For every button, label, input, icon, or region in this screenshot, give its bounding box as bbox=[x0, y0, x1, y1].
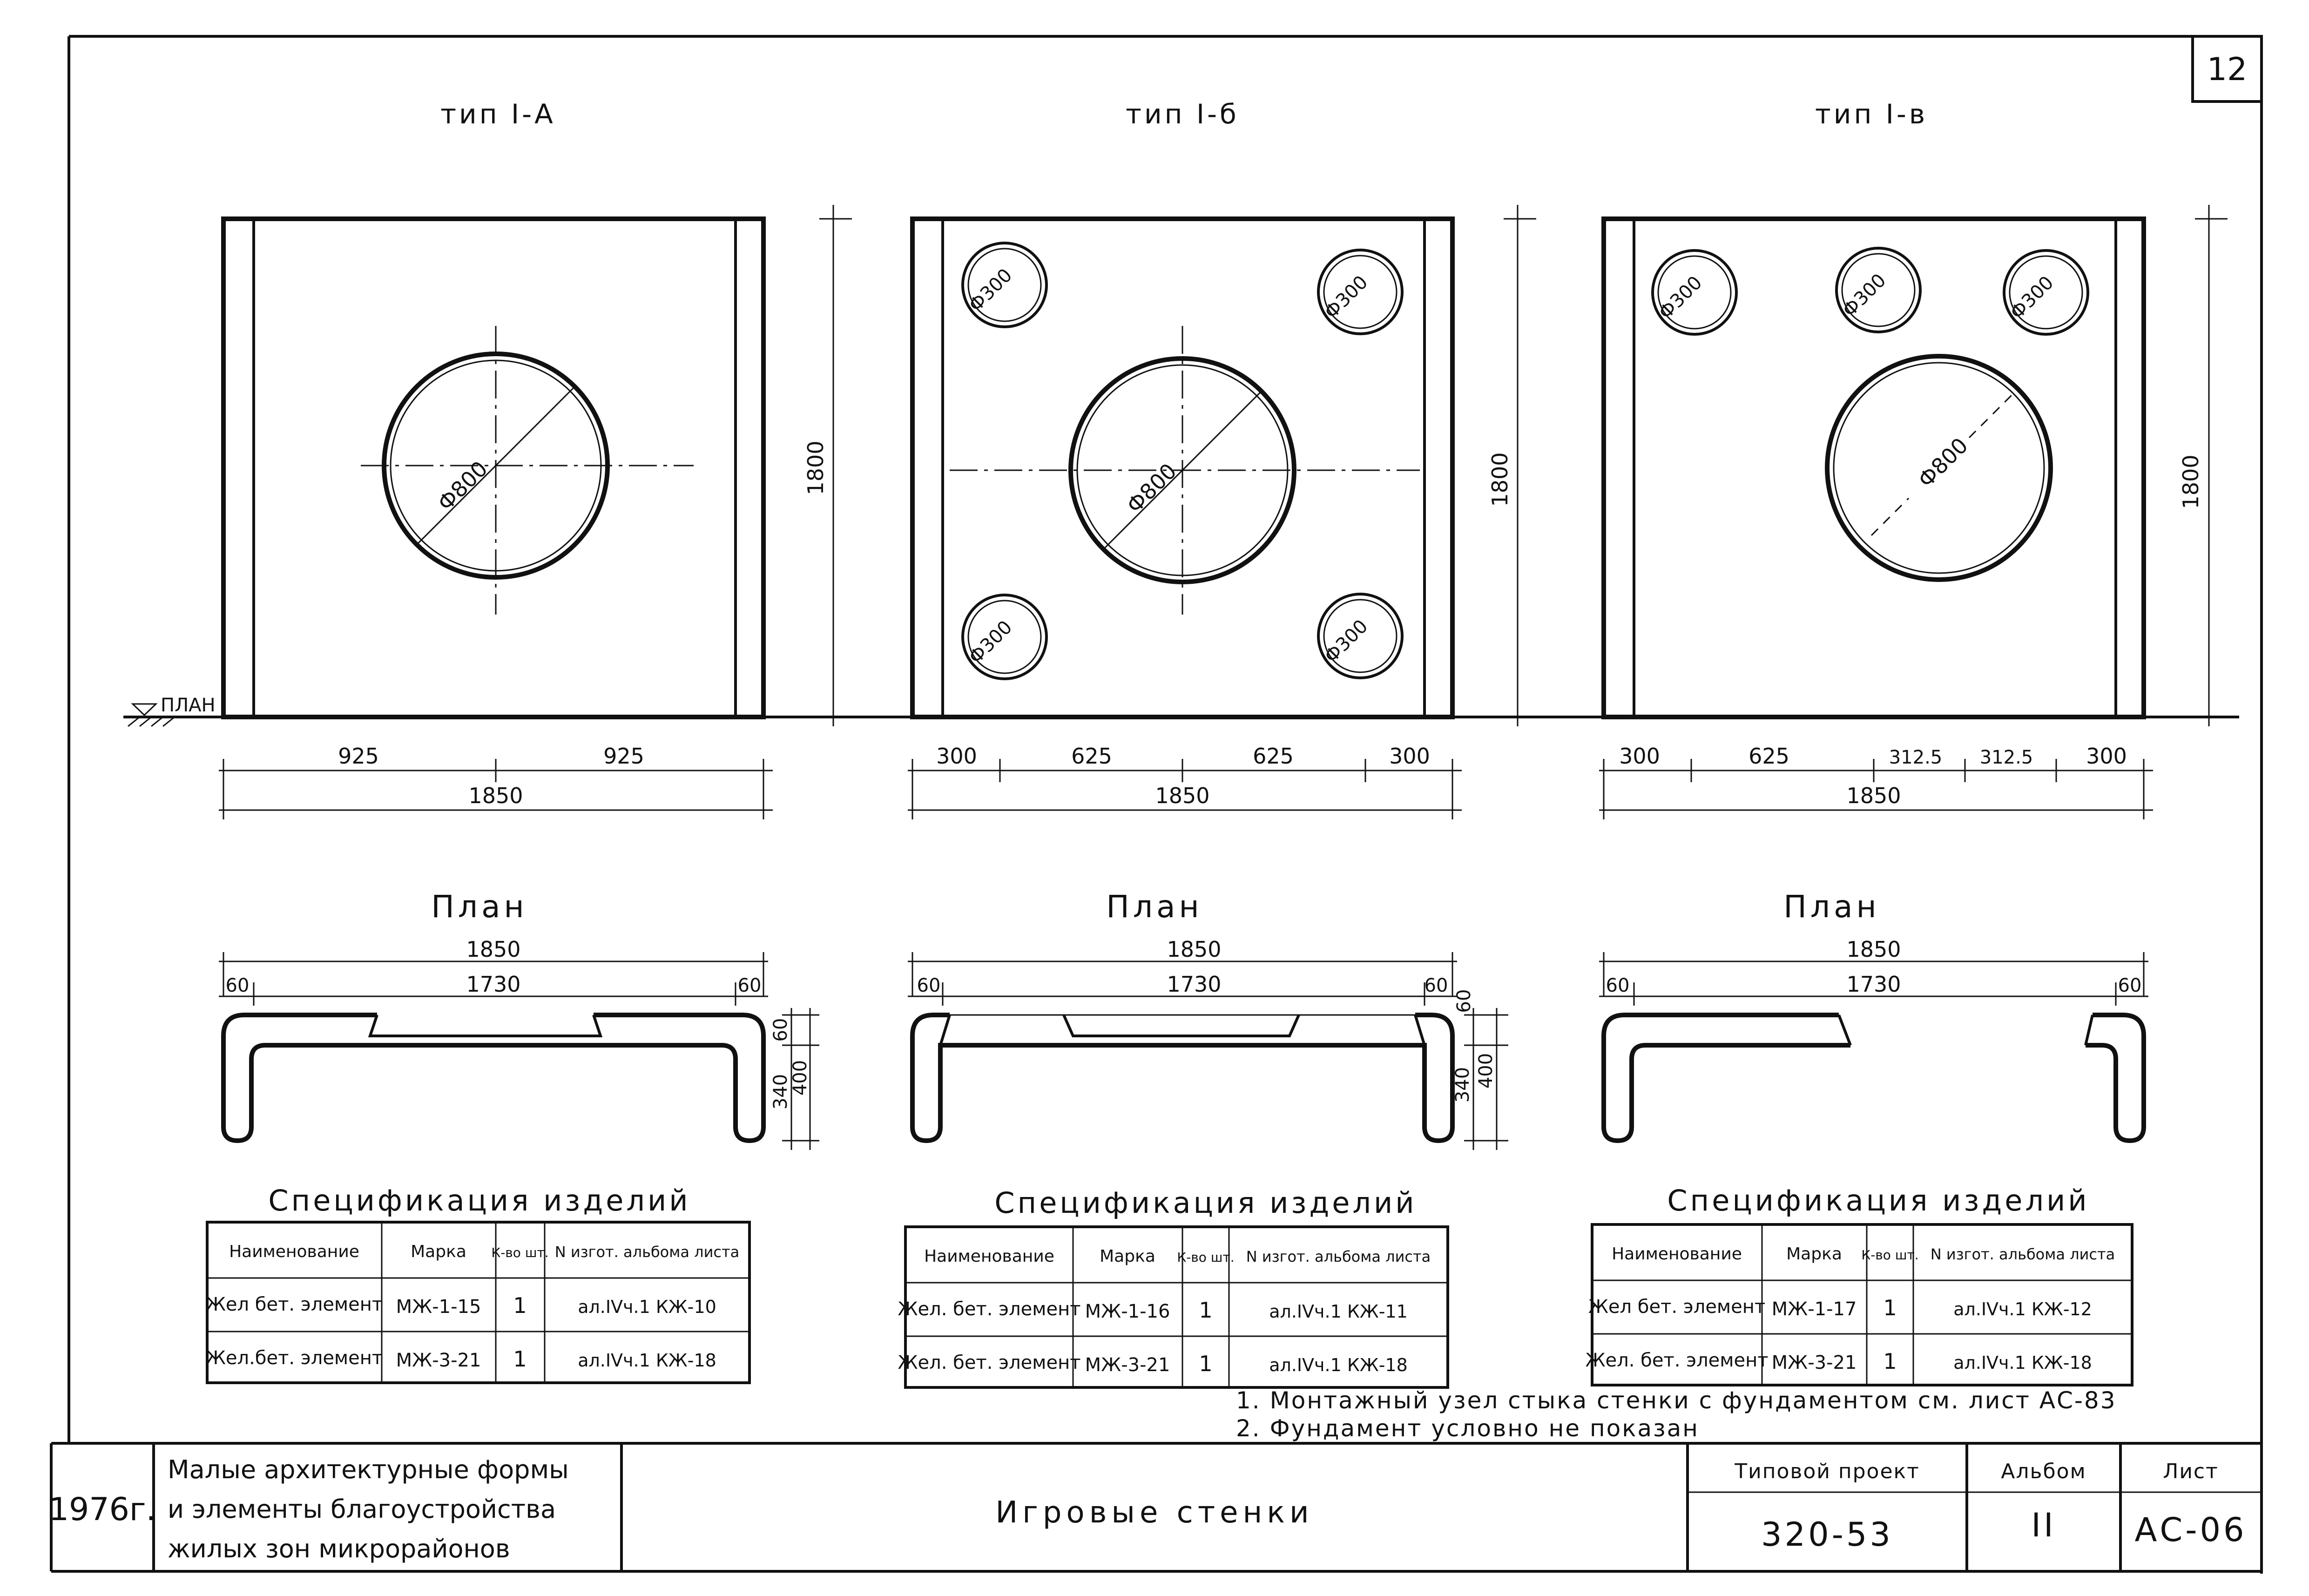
hole-800-label: Ф800 bbox=[432, 456, 493, 516]
plan-title: План bbox=[1106, 889, 1203, 925]
spec-row2-qty: 1 bbox=[513, 1346, 527, 1372]
type-1v-total: 1850 bbox=[1846, 783, 1901, 808]
hole-300-label: Ф300 bbox=[1654, 272, 1707, 324]
notes bbox=[1236, 1387, 2117, 1442]
type-1a-total: 1850 bbox=[468, 783, 523, 808]
spec-row2-mark: МЖ-3-21 bbox=[1771, 1352, 1857, 1373]
description-line-3: жилых зон микрорайонов bbox=[168, 1534, 510, 1563]
spec-row1-ref: ал.IVч.1 КЖ-12 bbox=[1953, 1299, 2092, 1319]
spec-row2-qty: 1 bbox=[1883, 1349, 1897, 1374]
spec-row1-name: Жел. бет. элемент bbox=[898, 1298, 1081, 1320]
spec-row1-qty: 1 bbox=[513, 1293, 527, 1318]
type-1v-height: 1800 bbox=[2178, 454, 2203, 509]
plan-right: 60 bbox=[737, 975, 762, 996]
project-value: 320-53 bbox=[1761, 1515, 1893, 1554]
sheet-value: АС-06 bbox=[2134, 1511, 2247, 1549]
spec-header-name: Наименование bbox=[229, 1242, 359, 1261]
spec-table-1v bbox=[1585, 1183, 2132, 1385]
spec-header-mark: Марка bbox=[411, 1242, 466, 1261]
spec-row1-ref: ал.IVч.1 КЖ-10 bbox=[578, 1297, 716, 1317]
spec-row2-ref: ал.IVч.1 КЖ-18 bbox=[578, 1350, 716, 1371]
sheet-number-box bbox=[2193, 36, 2262, 101]
plan-dim-v1: 60 bbox=[770, 1018, 791, 1042]
spec-title: Спецификация изделий bbox=[994, 1186, 1417, 1220]
type-1b-dim-3: 625 bbox=[1253, 744, 1294, 769]
spec-row2-mark: МЖ-3-21 bbox=[1085, 1354, 1170, 1376]
spec-row1-mark: МЖ-1-17 bbox=[1771, 1298, 1857, 1320]
spec-row1-name: Жел бет. элемент bbox=[205, 1294, 383, 1315]
type-1v-dim-1: 300 bbox=[1619, 744, 1660, 769]
spec-header-qty: К-во шт. bbox=[1861, 1247, 1919, 1263]
spec-row2-ref: ал.IVч.1 КЖ-18 bbox=[1953, 1353, 2092, 1373]
spec-header-ref: N изгот. альбома листа bbox=[1930, 1245, 2115, 1263]
plan-left: 60 bbox=[1606, 975, 1630, 996]
project-label: Типовой проект bbox=[1735, 1460, 1920, 1483]
type-1v-title: тип I-в bbox=[1815, 98, 1928, 130]
type-1a-title: тип I-А bbox=[440, 98, 556, 130]
hole-300-label: Ф300 bbox=[965, 616, 1017, 669]
spec-header-ref: N изгот. альбома листа bbox=[1246, 1248, 1431, 1265]
plan-total: 1850 bbox=[466, 937, 521, 962]
type-1a-dim-2: 925 bbox=[603, 744, 644, 769]
plan-left: 60 bbox=[225, 975, 250, 996]
plan-dim-v2: 340 bbox=[770, 1074, 791, 1110]
type-1v-plan bbox=[1599, 889, 2148, 1141]
spec-header-mark: Марка bbox=[1786, 1244, 1842, 1264]
type-1v-dim-4: 312.5 bbox=[1979, 747, 2033, 768]
spec-header-qty: К-во шт. bbox=[491, 1245, 549, 1260]
type-1b-elevation bbox=[866, 98, 1546, 819]
spec-header-qty: К-во шт. bbox=[1177, 1250, 1235, 1265]
type-1b-dim-2: 625 bbox=[1071, 744, 1112, 769]
title-block bbox=[49, 1443, 2262, 1571]
spec-header-name: Наименование bbox=[924, 1247, 1054, 1266]
plan-dim-v1: 60 bbox=[1453, 989, 1475, 1013]
type-1a-elevation bbox=[123, 98, 866, 819]
spec-row1-mark: МЖ-1-16 bbox=[1085, 1301, 1170, 1322]
spec-row2-name: Жел.бет. элемент bbox=[205, 1347, 383, 1369]
plan-inner: 1730 bbox=[1846, 972, 1901, 997]
hole-300-label: Ф300 bbox=[2006, 272, 2058, 324]
type-1a-dim-1: 925 bbox=[338, 744, 379, 769]
spec-row1-qty: 1 bbox=[1883, 1295, 1897, 1320]
sheet-number: 12 bbox=[2207, 51, 2248, 88]
hole-300-label: Ф300 bbox=[1838, 270, 1890, 322]
type-1b-dim-1: 300 bbox=[936, 744, 977, 769]
hole-800-label: Ф800 bbox=[1121, 458, 1182, 518]
type-1b-height: 1800 bbox=[1487, 452, 1512, 507]
album-value: II bbox=[2031, 1506, 2056, 1544]
spec-header-mark: Марка bbox=[1100, 1247, 1155, 1266]
type-1b-title: тип I-б bbox=[1126, 98, 1239, 130]
type-1v-dim-2: 625 bbox=[1749, 744, 1789, 769]
sheet-label: Лист bbox=[2163, 1460, 2219, 1483]
spec-row1-name: Жел бет. элемент bbox=[1588, 1296, 1766, 1318]
hole-300-label: Ф300 bbox=[1320, 615, 1372, 668]
type-1v-dim-5: 300 bbox=[2086, 744, 2127, 769]
spec-row1-mark: МЖ-1-15 bbox=[396, 1296, 481, 1318]
plan-total: 1850 bbox=[1846, 937, 1901, 962]
spec-row1-qty: 1 bbox=[1199, 1298, 1213, 1323]
drawing-title: Игровые стенки bbox=[995, 1495, 1314, 1530]
plan-dim-v3: 400 bbox=[1475, 1053, 1497, 1089]
spec-title: Спецификация изделий bbox=[268, 1183, 691, 1217]
type-1b-total: 1850 bbox=[1155, 783, 1210, 808]
plan-inner: 1730 bbox=[1167, 972, 1222, 997]
type-1a-height: 1800 bbox=[803, 440, 828, 495]
plan-title: План bbox=[431, 889, 528, 925]
plan-total: 1850 bbox=[1167, 937, 1222, 962]
plan-right: 60 bbox=[2118, 975, 2142, 996]
year: 1976г. bbox=[48, 1491, 156, 1528]
ground-label: ПЛАН bbox=[161, 695, 216, 716]
spec-row2-qty: 1 bbox=[1199, 1351, 1213, 1376]
album-label: Альбом bbox=[2001, 1460, 2086, 1483]
plan-inner: 1730 bbox=[466, 972, 521, 997]
spec-title: Спецификация изделий bbox=[1667, 1183, 2090, 1217]
type-1b-dim-4: 300 bbox=[1389, 744, 1430, 769]
spec-row2-mark: МЖ-3-21 bbox=[396, 1350, 481, 1371]
spec-header-name: Наименование bbox=[1612, 1244, 1742, 1264]
note-1: 1. Монтажный узел стыка стенки с фундаментом см. лист АС-83 bbox=[1236, 1387, 2117, 1414]
spec-row2-name: Жел. бет. элемент bbox=[1585, 1350, 1769, 1371]
type-1a-plan bbox=[219, 889, 819, 1150]
plan-title: План bbox=[1783, 889, 1880, 925]
type-1v-dim-3: 312.5 bbox=[1889, 747, 1943, 768]
spec-header-ref: N изгот. альбома листа bbox=[554, 1243, 740, 1261]
type-1b-plan bbox=[908, 889, 1508, 1150]
plan-right: 60 bbox=[1424, 975, 1448, 996]
plan-left: 60 bbox=[917, 975, 941, 996]
plan-dim-v2: 340 bbox=[1452, 1067, 1473, 1103]
hole-300-label: Ф300 bbox=[965, 264, 1017, 317]
description-line-1: Малые архитектурные формы bbox=[168, 1455, 569, 1484]
type-1v-elevation bbox=[1546, 98, 2239, 819]
spec-row2-name: Жел. бет. элемент bbox=[898, 1352, 1081, 1373]
spec-table-1b bbox=[898, 1186, 1448, 1387]
spec-row1-ref: ал.IVч.1 КЖ-11 bbox=[1269, 1301, 1408, 1322]
hole-300-label: Ф300 bbox=[1320, 271, 1372, 324]
spec-row2-ref: ал.IVч.1 КЖ-18 bbox=[1269, 1355, 1408, 1375]
hole-800-label: Ф800 bbox=[1913, 433, 1973, 493]
description-line-2: и элементы благоустройства bbox=[168, 1495, 556, 1524]
plan-dim-v3: 400 bbox=[790, 1060, 811, 1096]
note-2: 2. Фундамент условно не показан bbox=[1236, 1415, 1699, 1442]
spec-table-1a bbox=[206, 1183, 749, 1383]
